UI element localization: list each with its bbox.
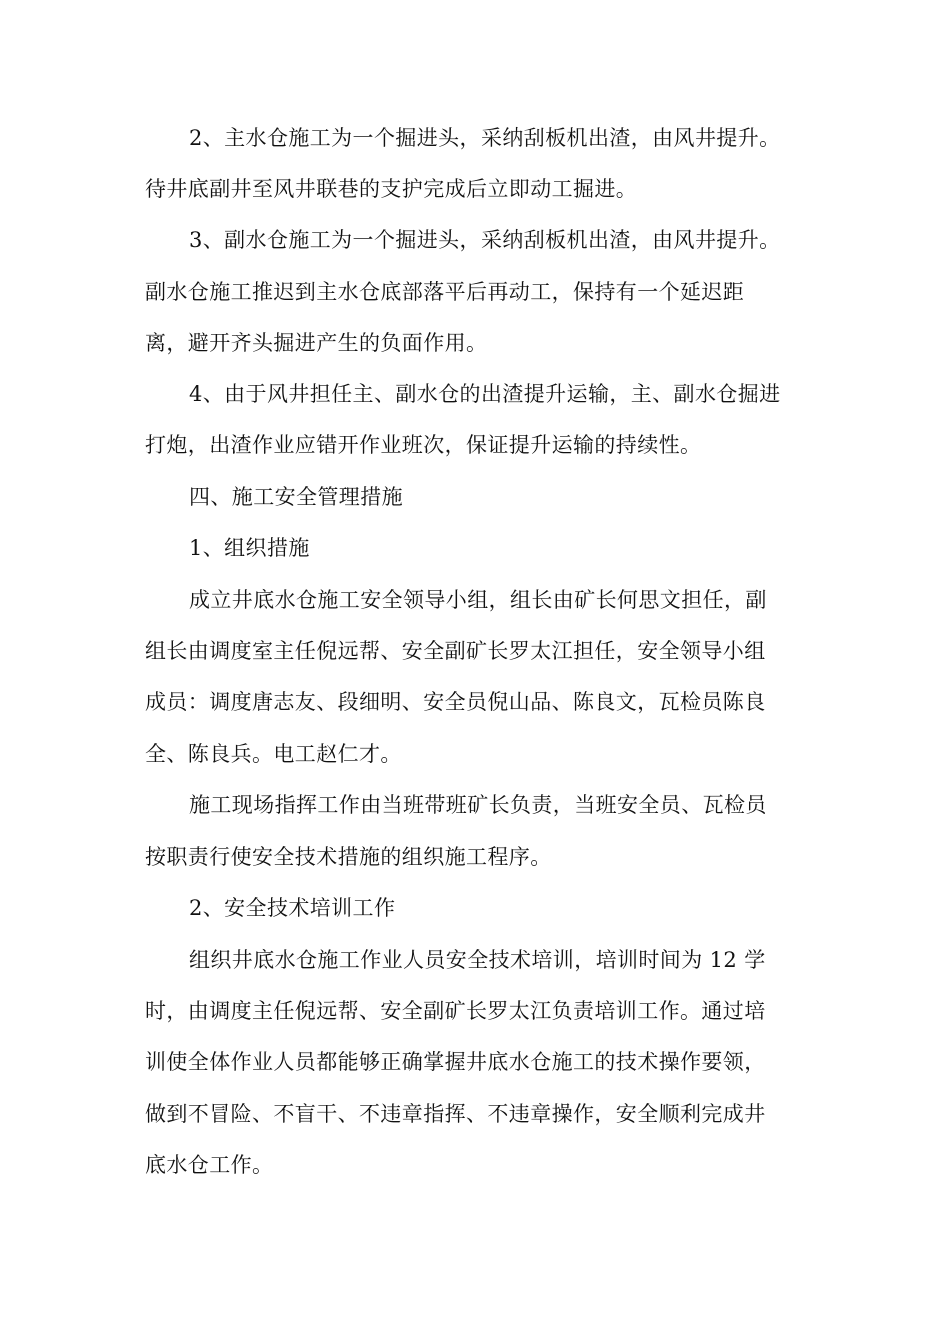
section-heading-safety-management: 四、施工安全管理措施: [189, 485, 403, 509]
paragraph-site-command-line-2: 按职责行使安全技术措施的组织施工程序。: [145, 845, 552, 869]
paragraph-leadership-group-line-1: 成立井底水仓施工安全领导小组，组长由矿长何思文担任，副: [189, 588, 767, 612]
paragraph-aux-sump-line-2: 副水仓施工推迟到主水仓底部落平后再动工，保持有一个延迟距: [145, 280, 745, 304]
paragraph-training-line-3: 训使全体作业人员都能够正确掌握井底水仓施工的技术操作要领，: [145, 1050, 766, 1074]
paragraph-training-line-4: 做到不冒险、不盲干、不违章指挥、不违章操作，安全顺利完成井: [145, 1102, 766, 1126]
paragraph-hoisting-line-2: 打炮，出渣作业应错开作业班次，保证提升运输的持续性。: [145, 433, 702, 457]
paragraph-site-command-line-1: 施工现场指挥工作由当班带班矿长负责，当班安全员、瓦检员: [189, 793, 767, 817]
paragraph-training-line-1: 组织井底水仓施工作业人员安全技术培训，培训时间为 12 学: [189, 948, 766, 972]
paragraph-leadership-group-line-2: 组长由调度室主任倪远帮、安全副矿长罗太江担任，安全领导小组: [145, 639, 766, 663]
paragraph-leadership-group-line-3: 成员：调度唐志友、段细明、安全员倪山品、陈良文，瓦检员陈良: [145, 690, 766, 714]
subheading-organization-measures: 1、组织措施: [189, 536, 310, 560]
paragraph-training-line-5: 底水仓工作。: [145, 1153, 274, 1177]
paragraph-training-line-2: 时，由调度主任倪远帮、安全副矿长罗太江负责培训工作。通过培: [145, 999, 766, 1023]
paragraph-aux-sump-line-1: 3、副水仓施工为一个掘进头，采纳刮板机出渣，由风井提升。: [189, 228, 781, 252]
paragraph-main-sump-line-1: 2、主水仓施工为一个掘进头，采纳刮板机出渣，由风井提升。: [189, 126, 781, 150]
paragraph-main-sump-line-2: 待井底副井至风井联巷的支护完成后立即动工掘进。: [145, 177, 638, 201]
paragraph-hoisting-line-1: 4、由于风井担任主、副水仓的出渣提升运输，主、副水仓掘进: [189, 382, 781, 406]
paragraph-aux-sump-line-3: 离，避开齐头掘进产生的负面作用。: [145, 331, 488, 355]
paragraph-leadership-group-line-4: 全、陈良兵。电工赵仁才。: [145, 742, 402, 766]
subheading-safety-training: 2、安全技术培训工作: [189, 896, 396, 920]
